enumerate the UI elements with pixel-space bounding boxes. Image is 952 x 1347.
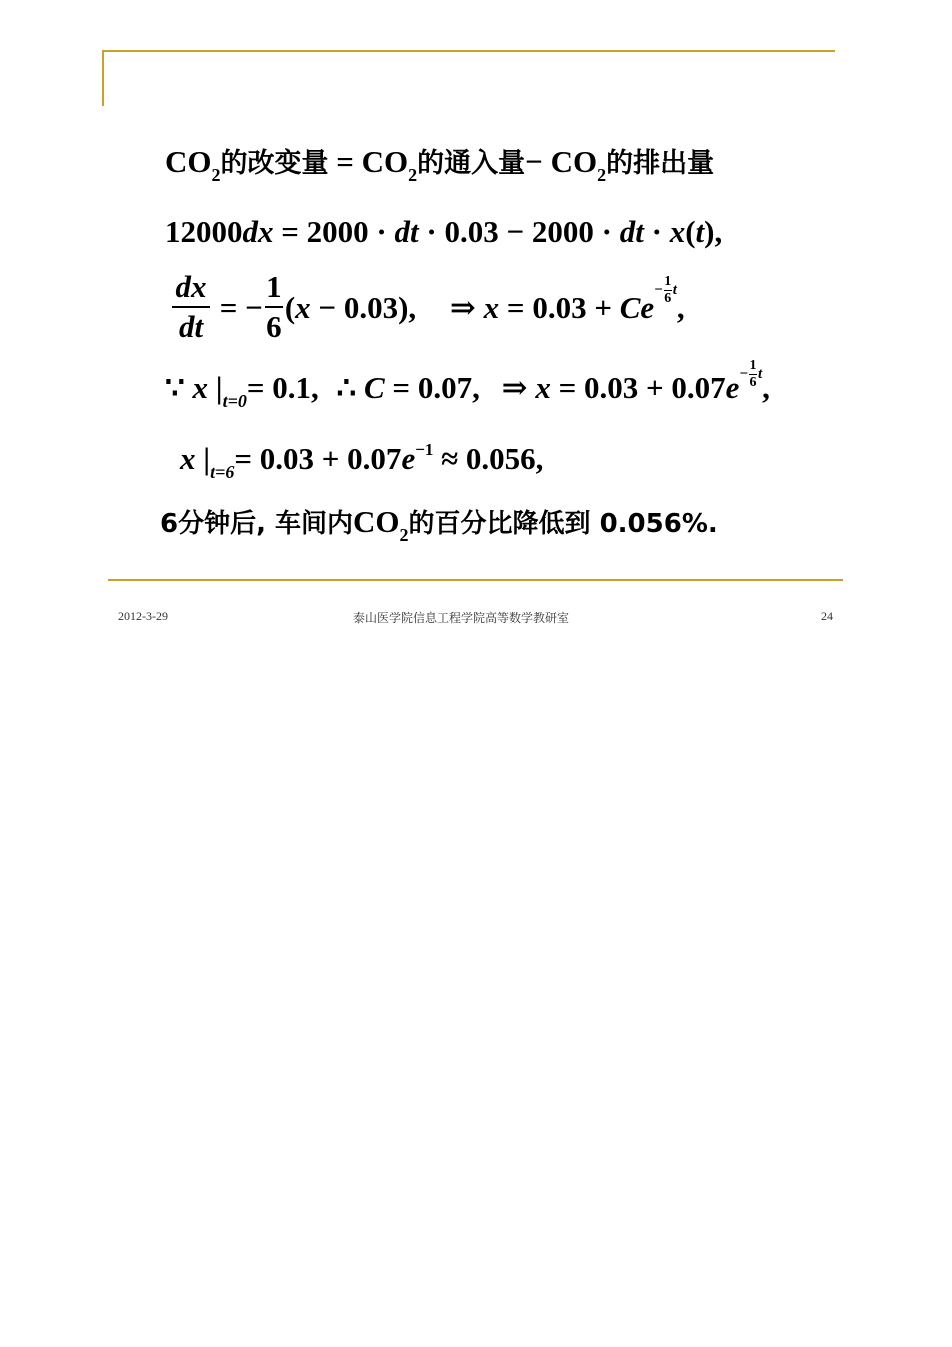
chinese-text: 的百分比降低到 0.056%. <box>408 509 718 539</box>
term: ≈ 0.056, <box>433 441 544 476</box>
minus: − <box>525 144 543 179</box>
co2-text: CO <box>165 144 212 179</box>
footer-page-number: 24 <box>821 609 833 623</box>
subscript: 2 <box>399 525 409 545</box>
term: 12000 <box>165 214 243 249</box>
term-italic: dx <box>242 214 274 249</box>
subscript: 2 <box>597 165 607 185</box>
chinese-text: 6分钟后, 车间内 <box>160 509 354 539</box>
numerator: dx <box>175 269 207 304</box>
term-italic: x <box>180 441 196 476</box>
subscript: 2 <box>211 165 221 185</box>
term-italic: C <box>363 370 385 405</box>
equals: = <box>336 144 354 179</box>
co2-text: CO <box>550 144 598 179</box>
term: | <box>195 441 211 476</box>
equation-line-5 <box>180 440 544 482</box>
term: , <box>676 289 685 325</box>
term-italic: x <box>669 214 686 249</box>
term: = 0.03 + <box>499 289 620 325</box>
fraction-dx-dt <box>172 270 210 344</box>
conclusion-line <box>160 504 718 545</box>
term-italic: e <box>725 370 740 405</box>
term-italic: Ce <box>619 289 655 325</box>
term: | <box>207 370 223 405</box>
denominator: 6 <box>266 309 282 345</box>
chinese-text: 的通入量 <box>417 148 526 179</box>
equation-line-4 <box>165 358 770 411</box>
term-italic: t <box>695 214 705 249</box>
term: = 0.03 + 0.07 <box>234 441 402 476</box>
implies: ⇒ <box>501 370 528 405</box>
term: , <box>762 370 770 405</box>
term: ( <box>685 214 696 249</box>
frame-top-rule <box>102 50 835 52</box>
footer-institution: 泰山医学院信息工程学院高等数学教研室 <box>353 611 570 625</box>
term-italic: x <box>483 289 500 325</box>
term: ( <box>284 289 296 325</box>
exponent: − $\frac{1}{6}$ t <box>739 358 763 391</box>
because-symbol: ∵ <box>165 370 185 405</box>
footer-date: 2012-3-29 <box>118 609 168 623</box>
term: ), <box>704 214 723 249</box>
equation-line-3 <box>170 270 685 344</box>
therefore-symbol: ∴ <box>336 370 357 405</box>
subscript: 2 <box>408 165 418 185</box>
subscript: t=6 <box>210 462 235 482</box>
term: · 0.03 − 2000 · <box>418 214 620 249</box>
denominator: dt <box>178 309 204 345</box>
term: = 2000 · <box>273 214 395 249</box>
equation-line-1 <box>165 144 715 185</box>
term-italic: x <box>192 370 208 405</box>
footer-rule <box>108 579 843 581</box>
term: = 0.03 + 0.07 <box>550 370 726 405</box>
term: = − <box>212 289 263 325</box>
implies: ⇒ <box>449 289 476 325</box>
exponent: − $\frac{1}{6}$ t <box>654 274 677 307</box>
equation-line-2 <box>165 216 722 247</box>
subscript: t=0 <box>222 391 247 411</box>
term-italic: dt <box>619 214 644 249</box>
term-italic: x <box>295 289 311 325</box>
co2-text: CO <box>361 144 409 179</box>
term-italic: x <box>535 370 551 405</box>
term: − 0.03), <box>310 289 417 325</box>
term-italic: e <box>401 441 416 476</box>
term-italic: dt <box>394 214 419 249</box>
chinese-text: 的排出量 <box>606 148 715 179</box>
superscript: −1 <box>415 440 434 459</box>
numerator: 1 <box>266 269 282 304</box>
term: · <box>643 214 670 249</box>
chinese-text: 的改变量 <box>220 148 329 179</box>
frame-left-rule <box>102 50 104 106</box>
co2-text: CO <box>353 504 400 539</box>
term: = 0.07, <box>384 370 480 405</box>
fraction-one-sixth <box>265 270 283 344</box>
term: = 0.1, <box>246 370 319 405</box>
